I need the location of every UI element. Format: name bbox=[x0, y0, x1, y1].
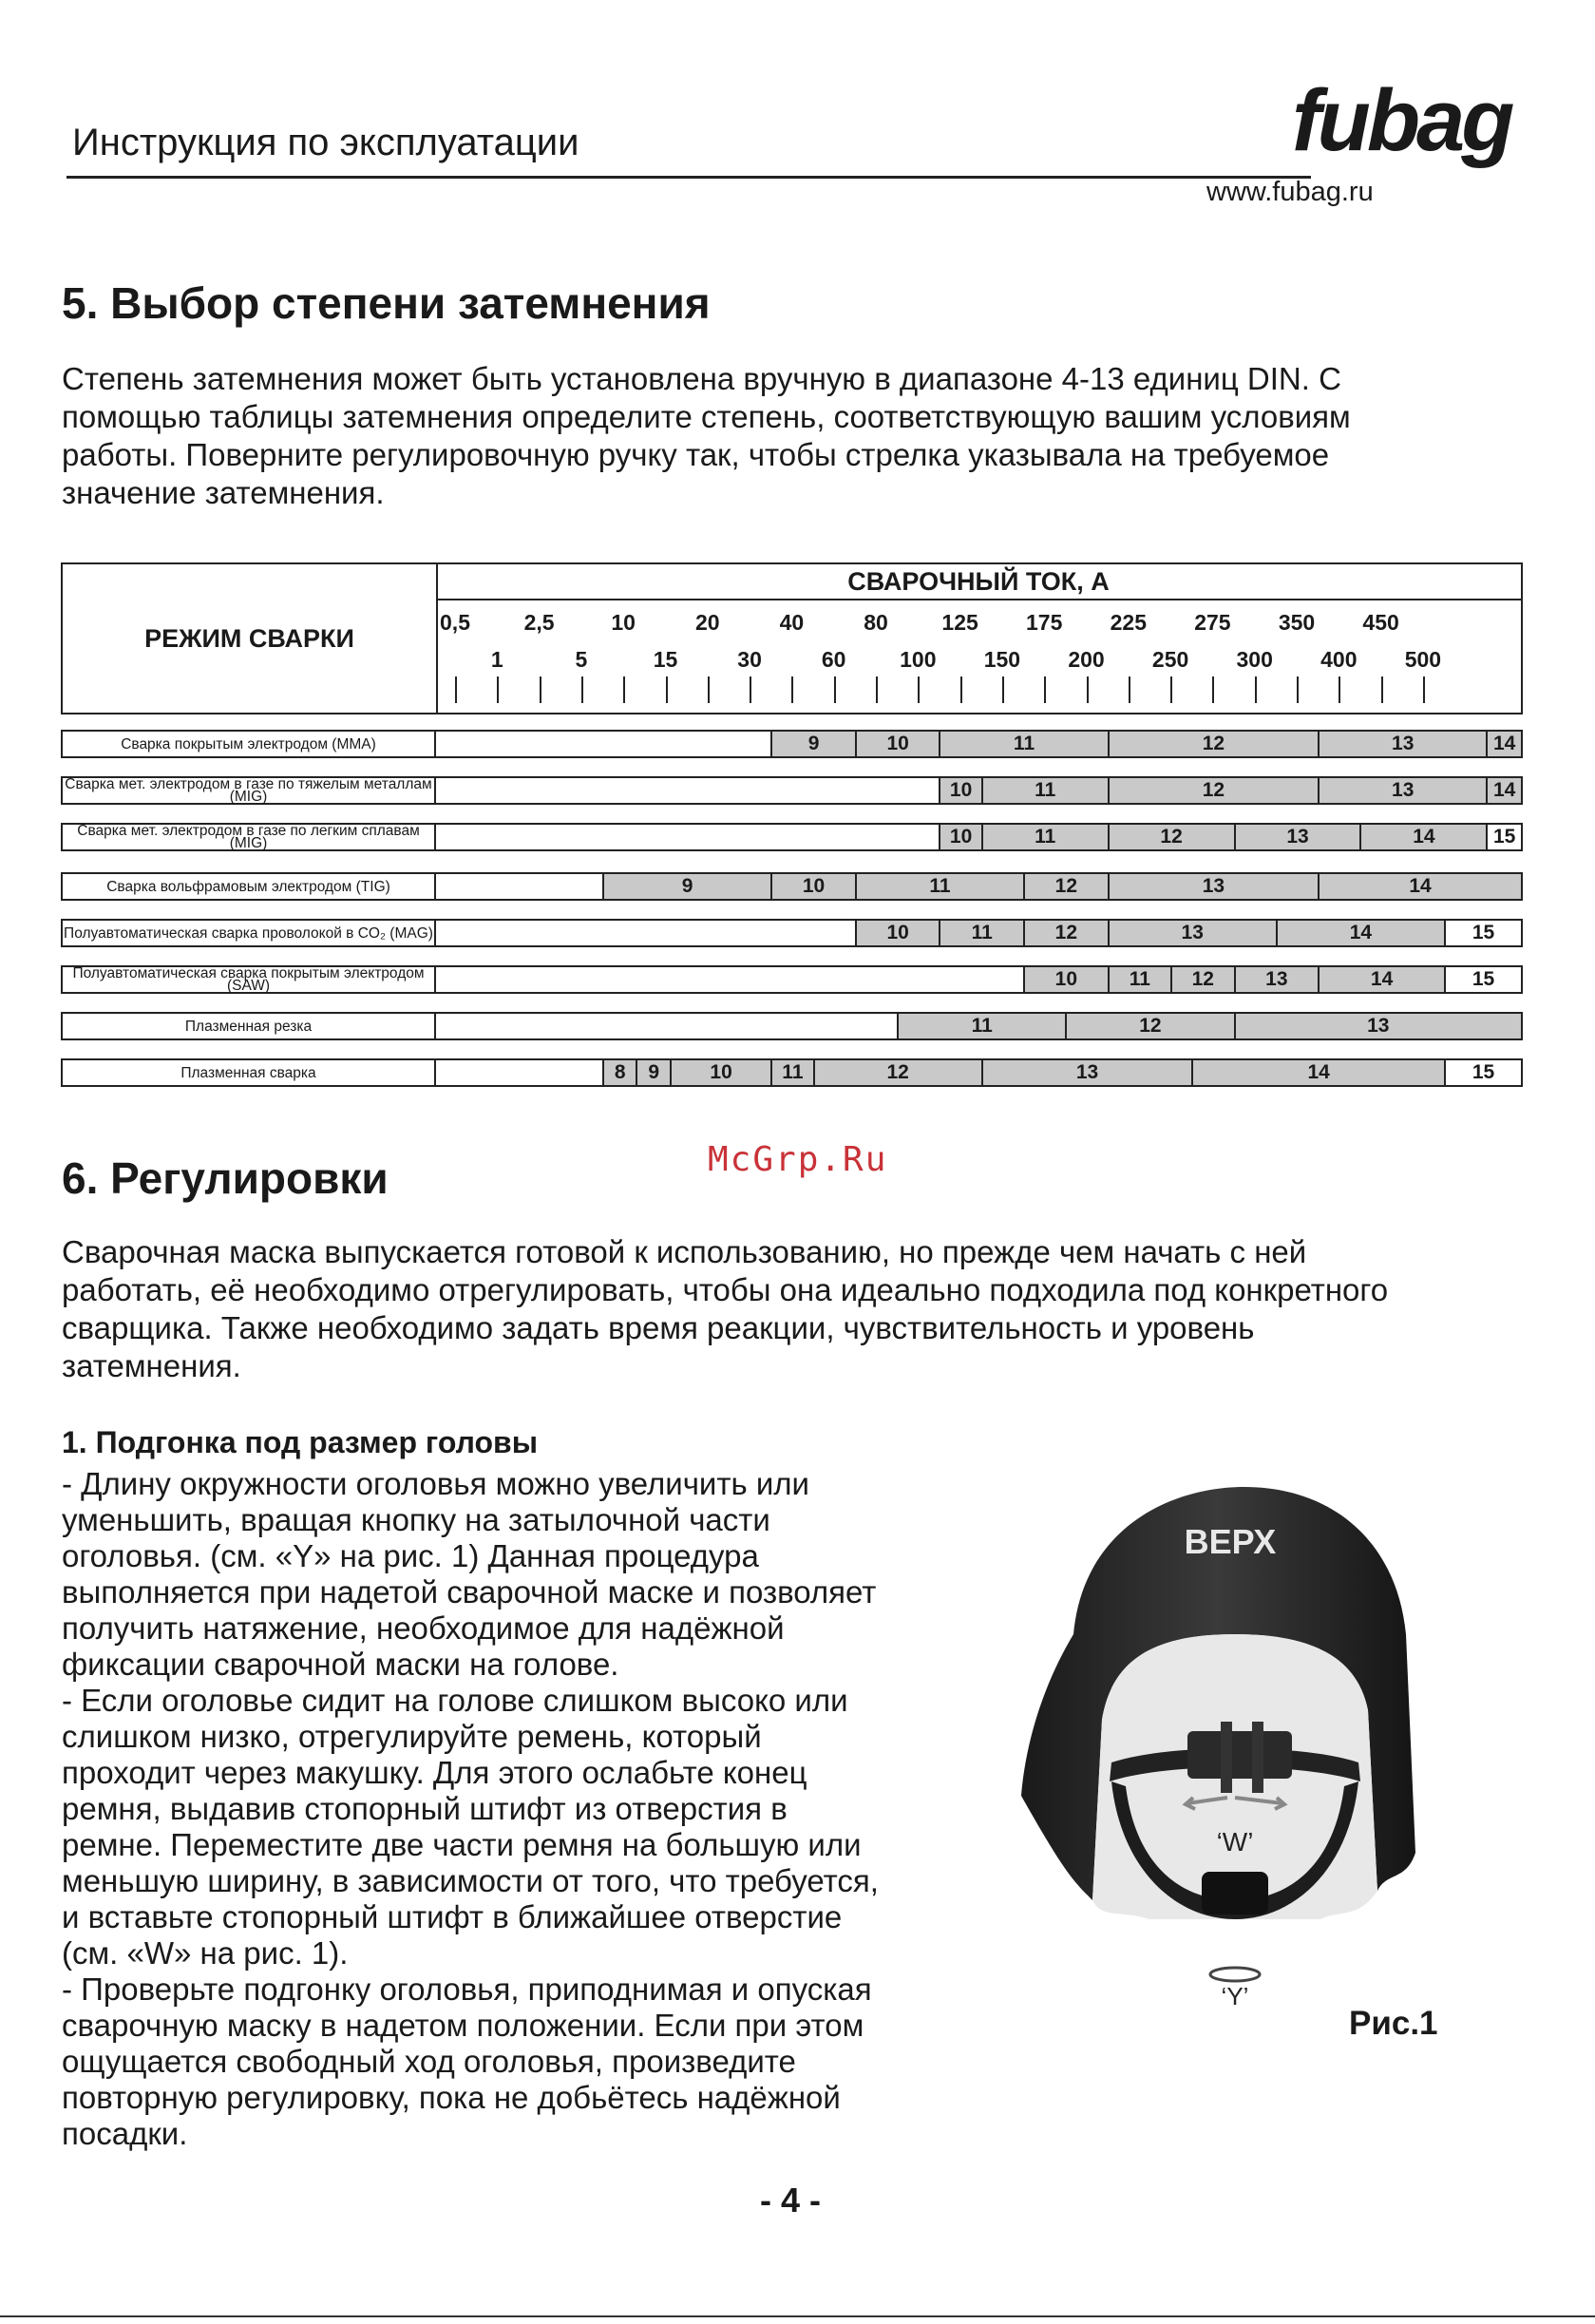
shade-row bbox=[61, 965, 1523, 994]
fubag-logo bbox=[1292, 76, 1529, 176]
shade-value-cell: 10 bbox=[939, 825, 980, 849]
tick-mark bbox=[918, 676, 920, 703]
body-line: - Если оголовье сидит на голове слишком высоко или bbox=[62, 1683, 848, 1718]
tick-mark bbox=[1255, 676, 1257, 703]
section6-line: затемнения. bbox=[62, 1348, 241, 1383]
shade-value-cell: 13 bbox=[981, 1060, 1192, 1085]
body-line: посадки. bbox=[62, 2116, 188, 2151]
shade-row bbox=[61, 776, 1523, 805]
shade-value-cell: 10 bbox=[670, 1060, 770, 1085]
welding-mode-label: Полуавтоматическая сварка проволокой в CO₂ (MAG) bbox=[63, 921, 436, 945]
section5-line: значение затемнения. bbox=[62, 475, 385, 510]
shade-value-cell: 12 bbox=[1023, 921, 1108, 945]
shade-value-cell: 13 bbox=[1108, 874, 1319, 899]
body-line: получить натяжение, необходимое для надёжной bbox=[62, 1610, 785, 1646]
tick-label-top: 10 bbox=[611, 610, 636, 635]
tick-mark bbox=[540, 676, 541, 703]
shade-value-cell: 10 bbox=[855, 921, 940, 945]
body-line: и вставьте стопорный штифт в ближайшее отверстие bbox=[62, 1899, 843, 1934]
tick-label-bottom: 15 bbox=[653, 647, 678, 672]
tick-label-top: 350 bbox=[1278, 610, 1316, 635]
section5-paragraph bbox=[62, 360, 1522, 512]
shade-value-cell: 15 bbox=[1444, 1060, 1521, 1085]
tick-label-bottom: 400 bbox=[1320, 647, 1358, 672]
header-rule bbox=[66, 176, 1311, 179]
shade-value-cell: 11 bbox=[981, 825, 1108, 849]
section6-line: Сварочная маска выпускается готовой к использованию, но прежде чем начать с ней bbox=[62, 1234, 1307, 1269]
tick-mark bbox=[750, 676, 751, 703]
section6-heading: 6. Регулировки bbox=[62, 1153, 389, 1203]
page-bottom-rule bbox=[0, 2315, 1595, 2317]
document-title: Инструкция по эксплуатации bbox=[72, 122, 579, 163]
logo-text: fubag bbox=[1292, 76, 1511, 169]
tick-label-top: 225 bbox=[1110, 610, 1147, 635]
y-rotate-icon bbox=[1210, 1968, 1260, 1981]
shade-value-cell: 11 bbox=[1108, 967, 1170, 992]
shade-value-cell: 9 bbox=[602, 874, 770, 899]
top-label: ВЕРХ bbox=[1184, 1522, 1277, 1561]
shade-value-cell: 10 bbox=[939, 778, 980, 803]
tick-label-top: 2,5 bbox=[523, 610, 555, 635]
shade-value-cell: 11 bbox=[939, 732, 1107, 756]
shade-value-cell: 12 bbox=[1108, 778, 1319, 803]
shade-value-cell: 15 bbox=[1444, 967, 1521, 992]
shade-value-cell: 9 bbox=[636, 1060, 669, 1085]
shade-value-cell: 10 bbox=[1023, 967, 1108, 992]
body-line: выполняется при надетой сварочной маске и позволяет bbox=[62, 1574, 877, 1610]
w-label: ‘W’ bbox=[1216, 1827, 1254, 1857]
tick-mark bbox=[581, 676, 583, 703]
shade-value-cell: 14 bbox=[1359, 825, 1486, 849]
headgear-ratchet-top bbox=[1187, 1731, 1292, 1779]
tick-mark bbox=[666, 676, 668, 703]
body-line: проходит через макушку. Для этого ослабьте конец bbox=[62, 1755, 807, 1790]
shade-row bbox=[61, 919, 1523, 947]
shade-value-cell: 9 bbox=[770, 732, 855, 756]
shade-value-cell: 12 bbox=[1170, 967, 1233, 992]
shade-value-cell: 11 bbox=[939, 921, 1023, 945]
body-line: оголовья. (см. «Y» на рис. 1) Данная процедура bbox=[62, 1538, 759, 1573]
shade-value-cell: 12 bbox=[813, 1060, 981, 1085]
tick-label-top: 20 bbox=[695, 610, 720, 635]
shade-value-cell: 11 bbox=[981, 778, 1108, 803]
tick-mark bbox=[1087, 676, 1089, 703]
shade-value-cell: 12 bbox=[1023, 874, 1108, 899]
shade-value-cell: 12 bbox=[1108, 732, 1319, 756]
tick-label-bottom: 500 bbox=[1404, 647, 1442, 672]
shade-value-cell: 13 bbox=[1318, 778, 1486, 803]
shade-value-cell: 8 bbox=[602, 1060, 636, 1085]
body-line: слишком низко, отрегулируйте ремень, который bbox=[62, 1719, 762, 1754]
helmet-illustration bbox=[1007, 1473, 1463, 2005]
shade-value-cell: 14 bbox=[1276, 921, 1444, 945]
watermark: McGrp.Ru bbox=[708, 1140, 888, 1179]
section5-heading: 5. Выбор степени затемнения bbox=[62, 278, 711, 328]
subsection-body bbox=[62, 1466, 940, 2152]
tick-label-top: 125 bbox=[941, 610, 978, 635]
shade-row bbox=[61, 823, 1523, 851]
tick-label-top: 175 bbox=[1026, 610, 1063, 635]
tick-mark bbox=[455, 676, 457, 703]
body-line: ремне. Переместите две части ремня на большую или bbox=[62, 1827, 862, 1862]
tick-label-bottom: 200 bbox=[1068, 647, 1105, 672]
shade-value-cell: 15 bbox=[1486, 825, 1521, 849]
shade-row bbox=[61, 1058, 1523, 1087]
welding-mode-label: Сварка вольфрамовым электродом (TIG) bbox=[63, 874, 436, 899]
tick-mark bbox=[1129, 676, 1130, 703]
mode-column-header: РЕЖИМ СВАРКИ bbox=[63, 564, 438, 713]
section5-line: Степень затемнения может быть установлена вручную в диапазоне 4-13 единиц DIN. С bbox=[62, 361, 1341, 396]
shade-value-cell: 12 bbox=[1065, 1014, 1233, 1038]
shade-value-cell: 13 bbox=[1318, 732, 1486, 756]
body-line: (см. «W» на рис. 1). bbox=[62, 1935, 349, 1971]
shade-value-cell: 11 bbox=[897, 1014, 1065, 1038]
shade-row bbox=[61, 1012, 1523, 1040]
tick-mark bbox=[1381, 676, 1383, 703]
shade-table-header bbox=[61, 562, 1523, 714]
current-scale bbox=[63, 564, 1521, 713]
body-line: фиксации сварочной маски на голове. bbox=[62, 1647, 619, 1682]
tick-mark bbox=[1170, 676, 1172, 703]
tick-mark bbox=[708, 676, 710, 703]
current-column-header: СВАРОЧНЫЙ ТОК, А bbox=[436, 564, 1521, 600]
tick-label-top: 0,5 bbox=[440, 610, 470, 635]
shade-value-cell: 14 bbox=[1318, 967, 1444, 992]
tick-mark bbox=[1297, 676, 1299, 703]
welding-mode-label: Сварка мет. электродом в газе по легким сплавам (MIG) bbox=[63, 825, 436, 849]
shade-value-cell: 10 bbox=[855, 732, 940, 756]
tick-mark bbox=[1002, 676, 1004, 703]
body-line: меньшую ширину, в зависимости от того, что требуется, bbox=[62, 1863, 879, 1898]
shade-value-cell: 14 bbox=[1486, 732, 1521, 756]
tick-label-bottom: 100 bbox=[900, 647, 937, 672]
tick-label-bottom: 250 bbox=[1151, 647, 1189, 672]
figure-caption: Рис.1 bbox=[1349, 2005, 1438, 2042]
shade-value-cell: 11 bbox=[855, 874, 1023, 899]
y-label: ‘Y’ bbox=[1221, 1982, 1249, 2005]
section5-line: работы. Поверните регулировочную ручку так, чтобы стрелка указывала на требуемое bbox=[62, 437, 1330, 472]
shade-value-cell: 13 bbox=[1234, 967, 1319, 992]
body-line: ощущается свободный ход оголовья, произведите bbox=[62, 2044, 796, 2079]
section6-paragraph bbox=[62, 1233, 1522, 1385]
shade-row bbox=[61, 730, 1523, 758]
tick-mark bbox=[876, 676, 878, 703]
shade-value-cell: 13 bbox=[1108, 921, 1276, 945]
tick-label-top: 80 bbox=[864, 610, 888, 635]
tick-label-top: 40 bbox=[779, 610, 805, 635]
welding-mode-label: Плазменная резка bbox=[63, 1014, 436, 1038]
helmet-figure bbox=[1007, 1473, 1463, 2010]
tick-mark bbox=[1212, 676, 1214, 703]
shade-row bbox=[61, 872, 1523, 901]
tick-mark bbox=[960, 676, 962, 703]
tick-label-bottom: 60 bbox=[821, 647, 846, 672]
welding-mode-label: Полуавтоматическая сварка покрытым электродом (SAW) bbox=[63, 967, 436, 992]
tick-mark bbox=[623, 676, 625, 703]
tick-mark bbox=[1423, 676, 1425, 703]
body-line: уменьшить, вращая кнопку на затылочной части bbox=[62, 1502, 770, 1537]
welding-mode-label: Сварка покрытым электродом (MMA) bbox=[63, 732, 436, 756]
tick-label-top: 450 bbox=[1362, 610, 1399, 635]
subsection-heading: 1. Подгонка под размер головы bbox=[62, 1425, 539, 1459]
shade-value-cell: 10 bbox=[770, 874, 855, 899]
tick-label-bottom: 300 bbox=[1236, 647, 1273, 672]
tick-label-bottom: 5 bbox=[575, 647, 588, 672]
tick-mark bbox=[1044, 676, 1046, 703]
section5-line: помощью таблицы затемнения определите степень, соответствующую вашим условиям bbox=[62, 399, 1351, 434]
shade-value-cell: 12 bbox=[1108, 825, 1234, 849]
tick-mark bbox=[497, 676, 499, 703]
website-url[interactable]: www.fubag.ru bbox=[1206, 177, 1374, 207]
shade-value-cell: 14 bbox=[1318, 874, 1521, 899]
body-line: повторную регулировку, пока не добьётесь надёжной bbox=[62, 2080, 841, 2115]
body-line: - Проверьте подгонку оголовья, приподнимая и опуская bbox=[62, 1972, 872, 2007]
tick-label-bottom: 1 bbox=[490, 647, 503, 672]
shade-value-cell: 14 bbox=[1191, 1060, 1444, 1085]
shade-value-cell: 13 bbox=[1234, 825, 1360, 849]
shade-value-cell: 15 bbox=[1444, 921, 1521, 945]
tick-label-top: 275 bbox=[1194, 610, 1231, 635]
tick-mark bbox=[791, 676, 793, 703]
welding-mode-label: Плазменная сварка bbox=[63, 1060, 436, 1085]
tick-mark bbox=[834, 676, 836, 703]
body-line: - Длину окружности оголовья можно увеличить или bbox=[62, 1466, 809, 1501]
page-number: - 4 - bbox=[760, 2181, 822, 2219]
tick-mark bbox=[1339, 676, 1340, 703]
body-line: сварочную маску в надетом положении. Если при этом bbox=[62, 2008, 864, 2043]
body-line: ремня, выдавив стопорный штифт из отверстия в bbox=[62, 1791, 788, 1826]
shade-value-cell: 11 bbox=[770, 1060, 812, 1085]
tick-label-bottom: 150 bbox=[983, 647, 1021, 672]
welding-mode-label: Сварка мет. электродом в газе по тяжелым металлам (MIG) bbox=[63, 778, 436, 803]
shade-value-cell: 14 bbox=[1486, 778, 1521, 803]
shade-value-cell: 13 bbox=[1234, 1014, 1521, 1038]
section6-line: сварщика. Также необходимо задать время реакции, чувствительность и уровень bbox=[62, 1310, 1255, 1345]
rear-knob bbox=[1202, 1872, 1268, 1914]
section6-line: работать, её необходимо отрегулировать, чтобы она идеально подходила под конкретного bbox=[62, 1272, 1389, 1307]
tick-label-bottom: 30 bbox=[737, 647, 762, 672]
